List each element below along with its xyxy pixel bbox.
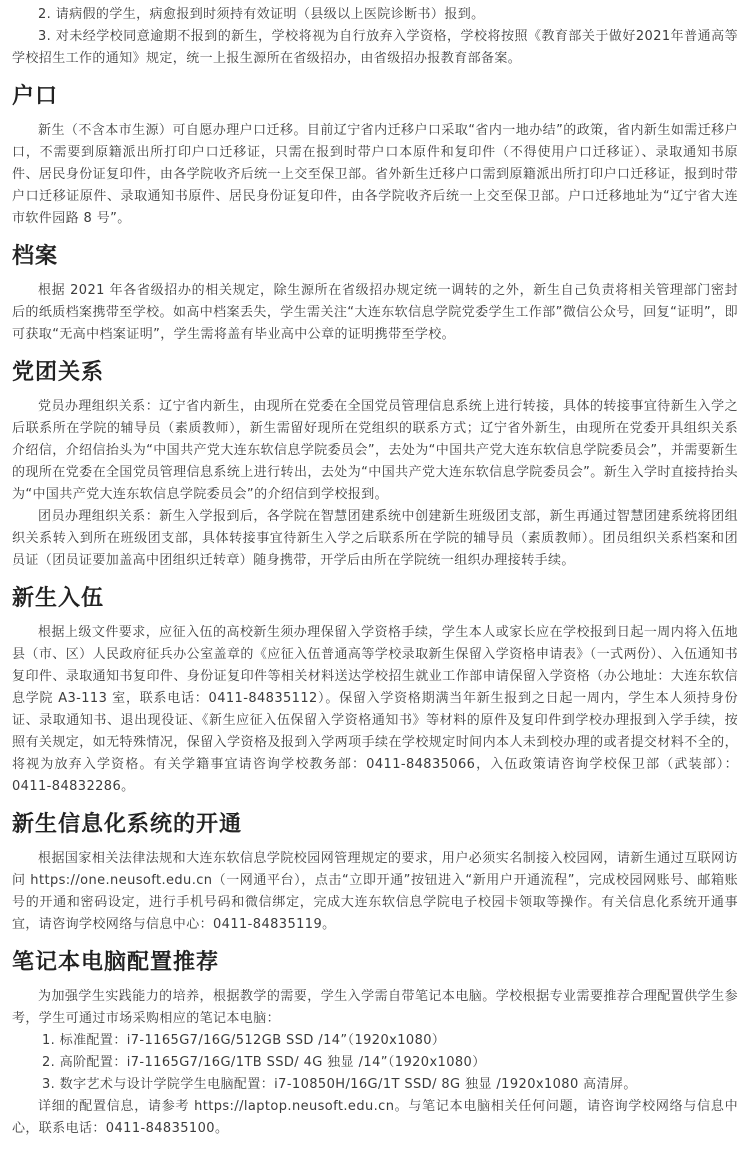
section-title-dangan: 档案 — [12, 244, 59, 269]
hukou-paragraph: 新生（不含本市生源）可自愿办理户口迁移。目前辽宁省内迁移户口采取“省内一地办结”的政策，省内新生如需迁移户口，不需要到原籍派出所打印户口迁移证，只需在报到时带户口本原件和复印件（不得使用户口迁移证）、录取通知书原件、居民身份证复印件，由各学院收齐后统一上交至保卫部。省外新生迁移户口需到原籍派出所打印户口迁移证，报到时带户口迁移证原件、录取通知书原件、居民身份证复印件，由各学院收齐后统一上交至保卫部。户口迁移地址为“辽宁省大连市软件园路 8 号”。 — [12, 123, 738, 226]
intro-paragraph-1: 2. 请病假的学生，病愈报到时须持有效证明（县级以上医院诊断书）报到。 — [38, 7, 485, 22]
section-title-dangtuan: 党团关系 — [12, 360, 105, 385]
dangan-paragraph: 根据 2021 年各省级招办的相关规定，除生源所在省级招办规定统一调转的之外，新生自己负责将相关管理部门密封后的纸质档案携带至学校。如高中档案丢失，学生需关注“大连东软信息学院党委学生工作部”微信公众号，回复“证明”，即可获取“无高中档案证明”，学生需将盖有毕业高中公章的证明携带至学校。 — [12, 283, 738, 342]
intro-paragraph-2: 3. 对未经学校同意逾期不报到的新生，学校将视为自行放弃入学资格，学校将按照《教育部关于做好2021年普通高等学校招生工作的通知》规定，统一上报生源所在省级招办，由省级招办报教育部备案。 — [12, 29, 738, 66]
bijiben-config-item-3: 3. 数字艺术与设计学院学生电脑配置：i7-10850H/16G/1T SSD/ 8G 独显 /1920x1080 高清屏。 — [42, 1077, 637, 1092]
ruwu-paragraph: 根据上级文件要求，应征入伍的高校新生须办理保留入学资格手续，学生本人或家长应在学校报到日起一周内将入伍地县（市、区）人民政府征兵办公室盖章的《应征入伍普通高等学校录取新生保留入学资格申请表》（一式两份）、入伍通知书复印件、录取通知书复印件、身份证复印件等相关材料送达学校招生就业工作部申请保留入学资格（办公地址：大连东软信息学院 A3-113 室，联系电话：0411-84835112）。保留入学资格期满当年新生报到之日起一周内，学生本人须持身份证、录取通知书、退出现役证、《新生应征入伍保留入学资格通知书》等材料的原件及复印件到学校办理报到入学手续，按照有关规定，如无特殊情况，保留入学资格及报到入学两项手续在学校规定时间内本人未到校办理的或者提交材料不全的，将视为放弃入学资格。有关学籍事宜请咨询学校教务部：0411-84835066，入伍政策请咨询学校保卫部（武装部）：0411-84832286。 — [12, 625, 738, 794]
dangtuan-paragraph-2: 团员办理组织关系：新生入学报到后，各学院在智慧团建系统中创建新生班级团支部，新生再通过智慧团建系统将团组织关系转入到所在班级团支部，具体转接事宜待新生入学之后联系所在学院的辅导员（素质教师）。团员组织关系档案和团员证（团员证要加盖高中团组织迁转章）随身携带，开学后由所在学院统一组织办理接转手续。 — [12, 509, 738, 568]
bijiben-paragraph-1: 为加强学生实践能力的培养，根据教学的需要，学生入学需自带笔记本电脑。学校根据专业需要推荐合理配置供学生参考，学生可通过市场采购相应的笔记本电脑： — [12, 989, 738, 1026]
dangtuan-paragraph-1: 党员办理组织关系：辽宁省内新生，由现所在党委在全国党员管理信息系统上进行转接，具体的转接事宜待新生入学之后联系所在学院的辅导员（素质教师），新生需留好现所在党组织的联系方式；辽宁省外新生，由现所在党委开具组织关系介绍信，介绍信抬头为“中国共产党大连东软信息学院委员会”，去处为“中国共产党大连东软信息学院委员会”，并需要新生的现所在党委在全国党员管理信息系统上进行转出，去处为“中国共产党大连东软信息学院委员会”。新生入学时直接持抬头为“中国共产党大连东软信息学院委员会”的介绍信到学校报到。 — [12, 399, 738, 502]
bijiben-config-item-1: 1. 标准配置：i7-1165G7/16G/512GB SSD /14”（1920x1080） — [42, 1033, 446, 1048]
section-title-bijiben: 笔记本电脑配置推荐 — [12, 950, 220, 975]
section-title-ruwu: 新生入伍 — [12, 586, 105, 611]
xinxi-paragraph: 根据国家相关法律法规和大连东软信息学院校园网管理规定的要求，用户必须实名制接入校园网，请新生通过互联网访问 https://one.neusoft.edu.cn（一网通平台），点击“立即开通”按钮进入“新用户开通流程”，完成校园网账号、邮箱账号的开通和密码设定，进行手机号码和微信绑定，完成大连东软信息学院电子校园卡领取等操作。有关信息化系统开通事宜，请咨询学校网络与信息中心：0411-84835119。 — [12, 851, 738, 932]
bijiben-config-item-2: 2. 高阶配置：i7-1165G7/16G/1TB SSD/ 4G 独显 /14”（1920x1080） — [42, 1055, 486, 1070]
section-title-hukou: 户口 — [12, 84, 59, 109]
section-title-xinxi: 新生信息化系统的开通 — [12, 812, 243, 837]
bijiben-paragraph-2: 详细的配置信息，请参考 https://laptop.neusoft.edu.cn。与笔记本电脑相关任何问题，请咨询学校网络与信息中心，联系电话：0411-84835100。 — [12, 1099, 738, 1136]
